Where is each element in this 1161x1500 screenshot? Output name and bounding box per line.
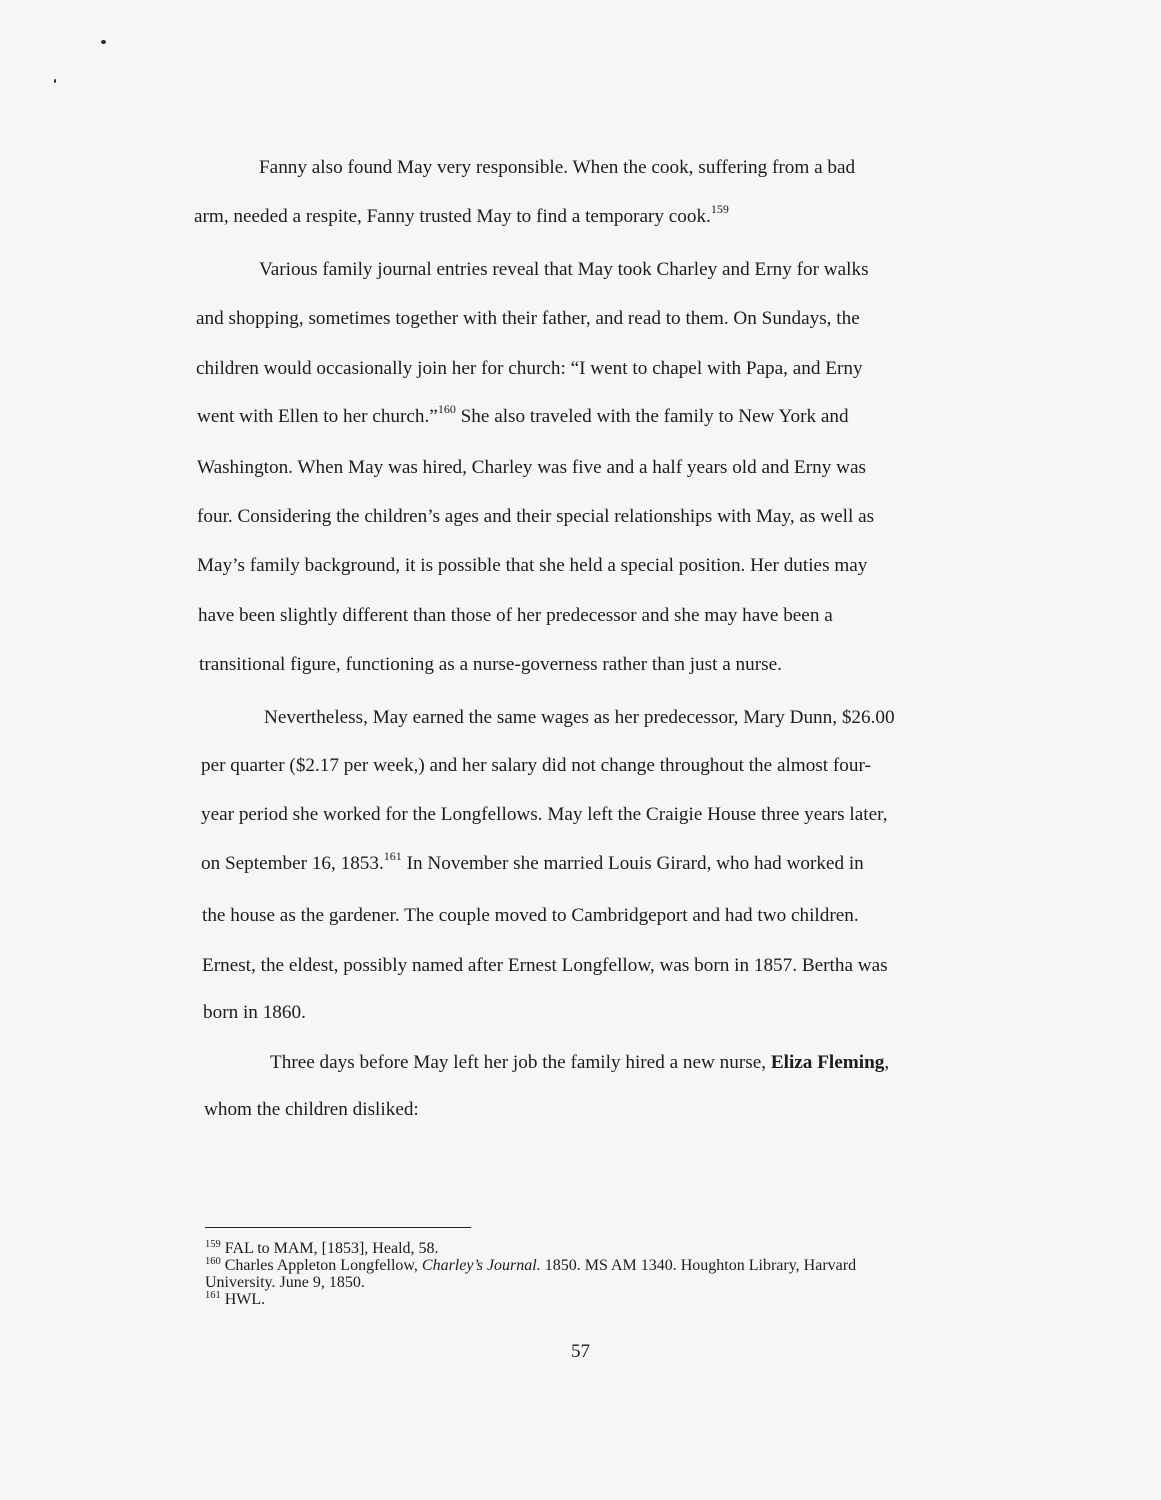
body-line: Ernest, the eldest, possibly named after Ernest Longfellow, was born in 1857. Bertha was bbox=[202, 955, 888, 976]
journal-title: Charley’s Journal. bbox=[421, 1257, 541, 1274]
body-line: the house as the gardener. The couple moved to Cambridgeport and had two children. bbox=[202, 905, 859, 926]
body-line: born in 1860. bbox=[203, 1002, 306, 1023]
body-line: Fanny also found May very responsible. When the cook, suffering from a bad bbox=[259, 157, 856, 178]
footnote-ref: 161 bbox=[383, 848, 402, 863]
body-line: Nevertheless, May earned the same wages as her predecessor, Mary Dunn, $26.00 bbox=[264, 707, 895, 728]
body-line: whom the children disliked: bbox=[204, 1099, 419, 1120]
scan-speck bbox=[54, 79, 56, 83]
body-line: and shopping, sometimes together with their father, and read to them. On Sundays, the bbox=[196, 308, 860, 329]
footnote-number: 161 bbox=[205, 1289, 221, 1301]
footnote-ref: 159 bbox=[710, 201, 729, 216]
footnote-ref: 160 bbox=[437, 401, 456, 416]
body-line: on September 16, 1853.$^{161}$ In November she married Louis Girard, who had worked in bbox=[201, 848, 864, 874]
body-line: arm, needed a respite, Fanny trusted May to find a temporary cook.$^{159}$ bbox=[194, 201, 729, 227]
body-line: per quarter ($2.17 per week,) and her salary did not change throughout the almost four- bbox=[201, 755, 871, 776]
footnote-160: $^{160}$ Charles Appleton Longfellow, Charley’s Journal. 1850. MS AM 1340. Houghton Library, Harvard bbox=[205, 1255, 857, 1274]
body-line: year period she worked for the Longfellows. May left the Craigie House three years later, bbox=[201, 804, 888, 825]
body-line: Washington. When May was hired, Charley was five and a half years old and Erny was bbox=[197, 457, 866, 478]
body-line: have been slightly different than those of her predecessor and she may have been a bbox=[198, 605, 833, 626]
body-line: transitional figure, functioning as a nurse-governess rather than just a nurse. bbox=[199, 654, 782, 675]
footnote-separator bbox=[205, 1227, 471, 1228]
footnote-number: 159 bbox=[205, 1238, 221, 1250]
scan-speck bbox=[101, 40, 106, 44]
person-name: Eliza Fleming bbox=[770, 1052, 885, 1073]
body-line: four. Considering the children’s ages and their special relationships with May, as well as bbox=[197, 506, 875, 527]
body-line: Various family journal entries reveal that May took Charley and Erny for walks bbox=[259, 259, 869, 280]
body-line: Three days before May left her job the family hired a new nurse, Eliza Fleming, bbox=[270, 1052, 890, 1073]
body-line: children would occasionally join her for church: “I went to chapel with Papa, and Erny bbox=[196, 358, 863, 379]
footnote-160-continued: University. June 9, 1850. bbox=[205, 1274, 365, 1291]
page-number: 57 bbox=[571, 1341, 590, 1362]
footnote-number: 160 bbox=[205, 1255, 221, 1267]
body-line: went with Ellen to her church.”$^{160}$ She also traveled with the family to New York and bbox=[197, 401, 849, 427]
body-line: May’s family background, it is possible that she held a special position. Her duties may bbox=[197, 555, 868, 576]
footnote-161: $^{161}$ HWL. bbox=[205, 1289, 266, 1308]
footnote-159: $^{159}$ FAL to MAM, [1853], Heald, 58. bbox=[205, 1238, 439, 1257]
